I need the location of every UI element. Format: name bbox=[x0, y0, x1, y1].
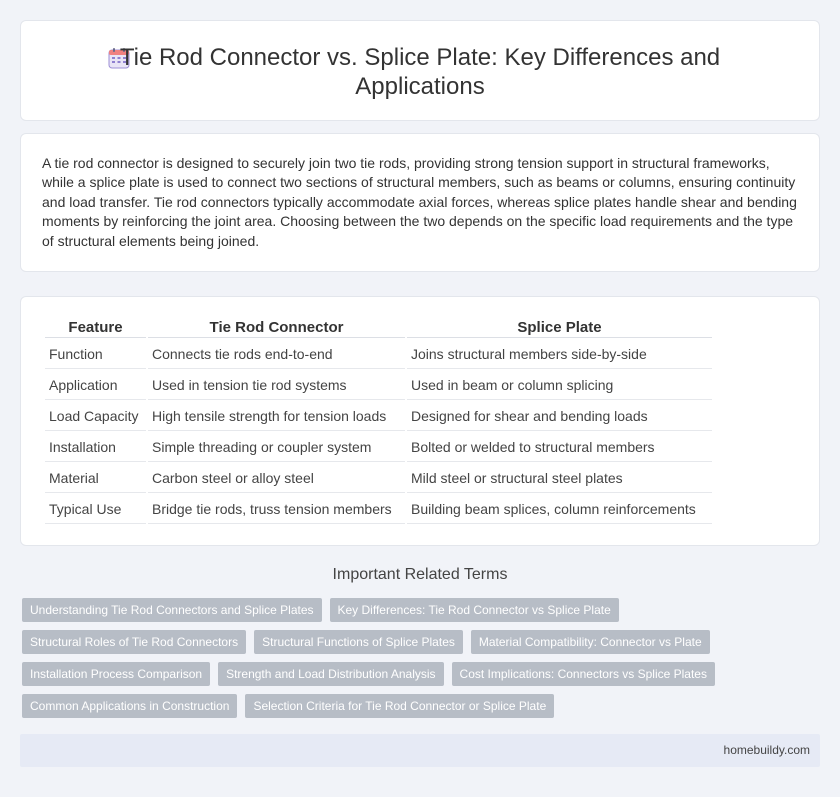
table-cell: Bolted or welded to structural members bbox=[407, 433, 712, 462]
table-cell: Load Capacity bbox=[45, 402, 146, 431]
table-cell: Bridge tie rods, truss tension members bbox=[148, 495, 405, 524]
table-cell: Used in beam or column splicing bbox=[407, 371, 712, 400]
related-term-tag[interactable]: Cost Implications: Connectors vs Splice Plates bbox=[452, 662, 715, 686]
column-header: Splice Plate bbox=[407, 316, 712, 338]
comparison-card bbox=[20, 296, 820, 546]
table-cell: Used in tension tie rod systems bbox=[148, 371, 405, 400]
related-term-tag[interactable]: Selection Criteria for Tie Rod Connector or Splice Plate bbox=[245, 694, 554, 718]
table-cell: Joins structural members side-by-side bbox=[407, 340, 712, 369]
related-term-tag[interactable]: Material Compatibility: Connector vs Plate bbox=[471, 630, 710, 654]
table-row bbox=[45, 371, 712, 400]
column-header: Tie Rod Connector bbox=[148, 316, 405, 338]
table-cell: High tensile strength for tension loads bbox=[148, 402, 405, 431]
header-card bbox=[20, 20, 820, 121]
summary-paragraph: A tie rod connector is designed to securely join two tie rods, providing strong tension support in structural frameworks, while a splice plate is used to connect two sections of structural members, such as beams or columns, ensuring continuity and load transfer. Tie rod connectors typically accommodate axial forces, whereas splice plates handle shear and bending moments by reinforcing the joint area. Choosing between the two depends on the specific load requirements and the type of structural elements being joined. bbox=[42, 155, 797, 249]
related-term-tag[interactable]: Key Differences: Tie Rod Connector vs Splice Plate bbox=[330, 598, 619, 622]
related-terms-heading: Important Related Terms bbox=[332, 566, 508, 583]
related-term-tag[interactable]: Structural Roles of Tie Rod Connectors bbox=[22, 630, 246, 654]
table-cell: Installation bbox=[45, 433, 146, 462]
related-term-tag[interactable]: Strength and Load Distribution Analysis bbox=[218, 662, 443, 686]
related-terms-list bbox=[22, 598, 822, 726]
related-term-tag[interactable]: Structural Functions of Splice Plates bbox=[254, 630, 463, 654]
table-cell: Carbon steel or alloy steel bbox=[148, 464, 405, 493]
table-row bbox=[45, 495, 712, 524]
table-cell: Connects tie rods end-to-end bbox=[148, 340, 405, 369]
table-row bbox=[45, 464, 712, 493]
table-cell: Building beam splices, column reinforcements bbox=[407, 495, 712, 524]
table-cell: Designed for shear and bending loads bbox=[407, 402, 712, 431]
table-cell: Typical Use bbox=[45, 495, 146, 524]
related-term-tag[interactable]: Understanding Tie Rod Connectors and Splice Plates bbox=[22, 598, 322, 622]
footer-bar bbox=[20, 734, 820, 767]
table-header-row bbox=[45, 316, 712, 338]
table-cell: Mild steel or structural steel plates bbox=[407, 464, 712, 493]
table-cell: Application bbox=[45, 371, 146, 400]
table-cell: Material bbox=[45, 464, 146, 493]
footer-site-link[interactable]: homebuildy.com bbox=[723, 743, 810, 757]
page-title: Tie Rod Connector vs. Splice Plate: Key Differences and Applications bbox=[119, 44, 721, 100]
table-row bbox=[45, 340, 712, 369]
related-term-tag[interactable]: Installation Process Comparison bbox=[22, 662, 210, 686]
table-cell: Function bbox=[45, 340, 146, 369]
table-row bbox=[45, 433, 712, 462]
column-header: Feature bbox=[45, 316, 146, 338]
related-term-tag[interactable]: Common Applications in Construction bbox=[22, 694, 237, 718]
comparison-table bbox=[43, 314, 714, 526]
table-row bbox=[45, 402, 712, 431]
table-cell: Simple threading or coupler system bbox=[148, 433, 405, 462]
summary-card bbox=[20, 133, 820, 272]
